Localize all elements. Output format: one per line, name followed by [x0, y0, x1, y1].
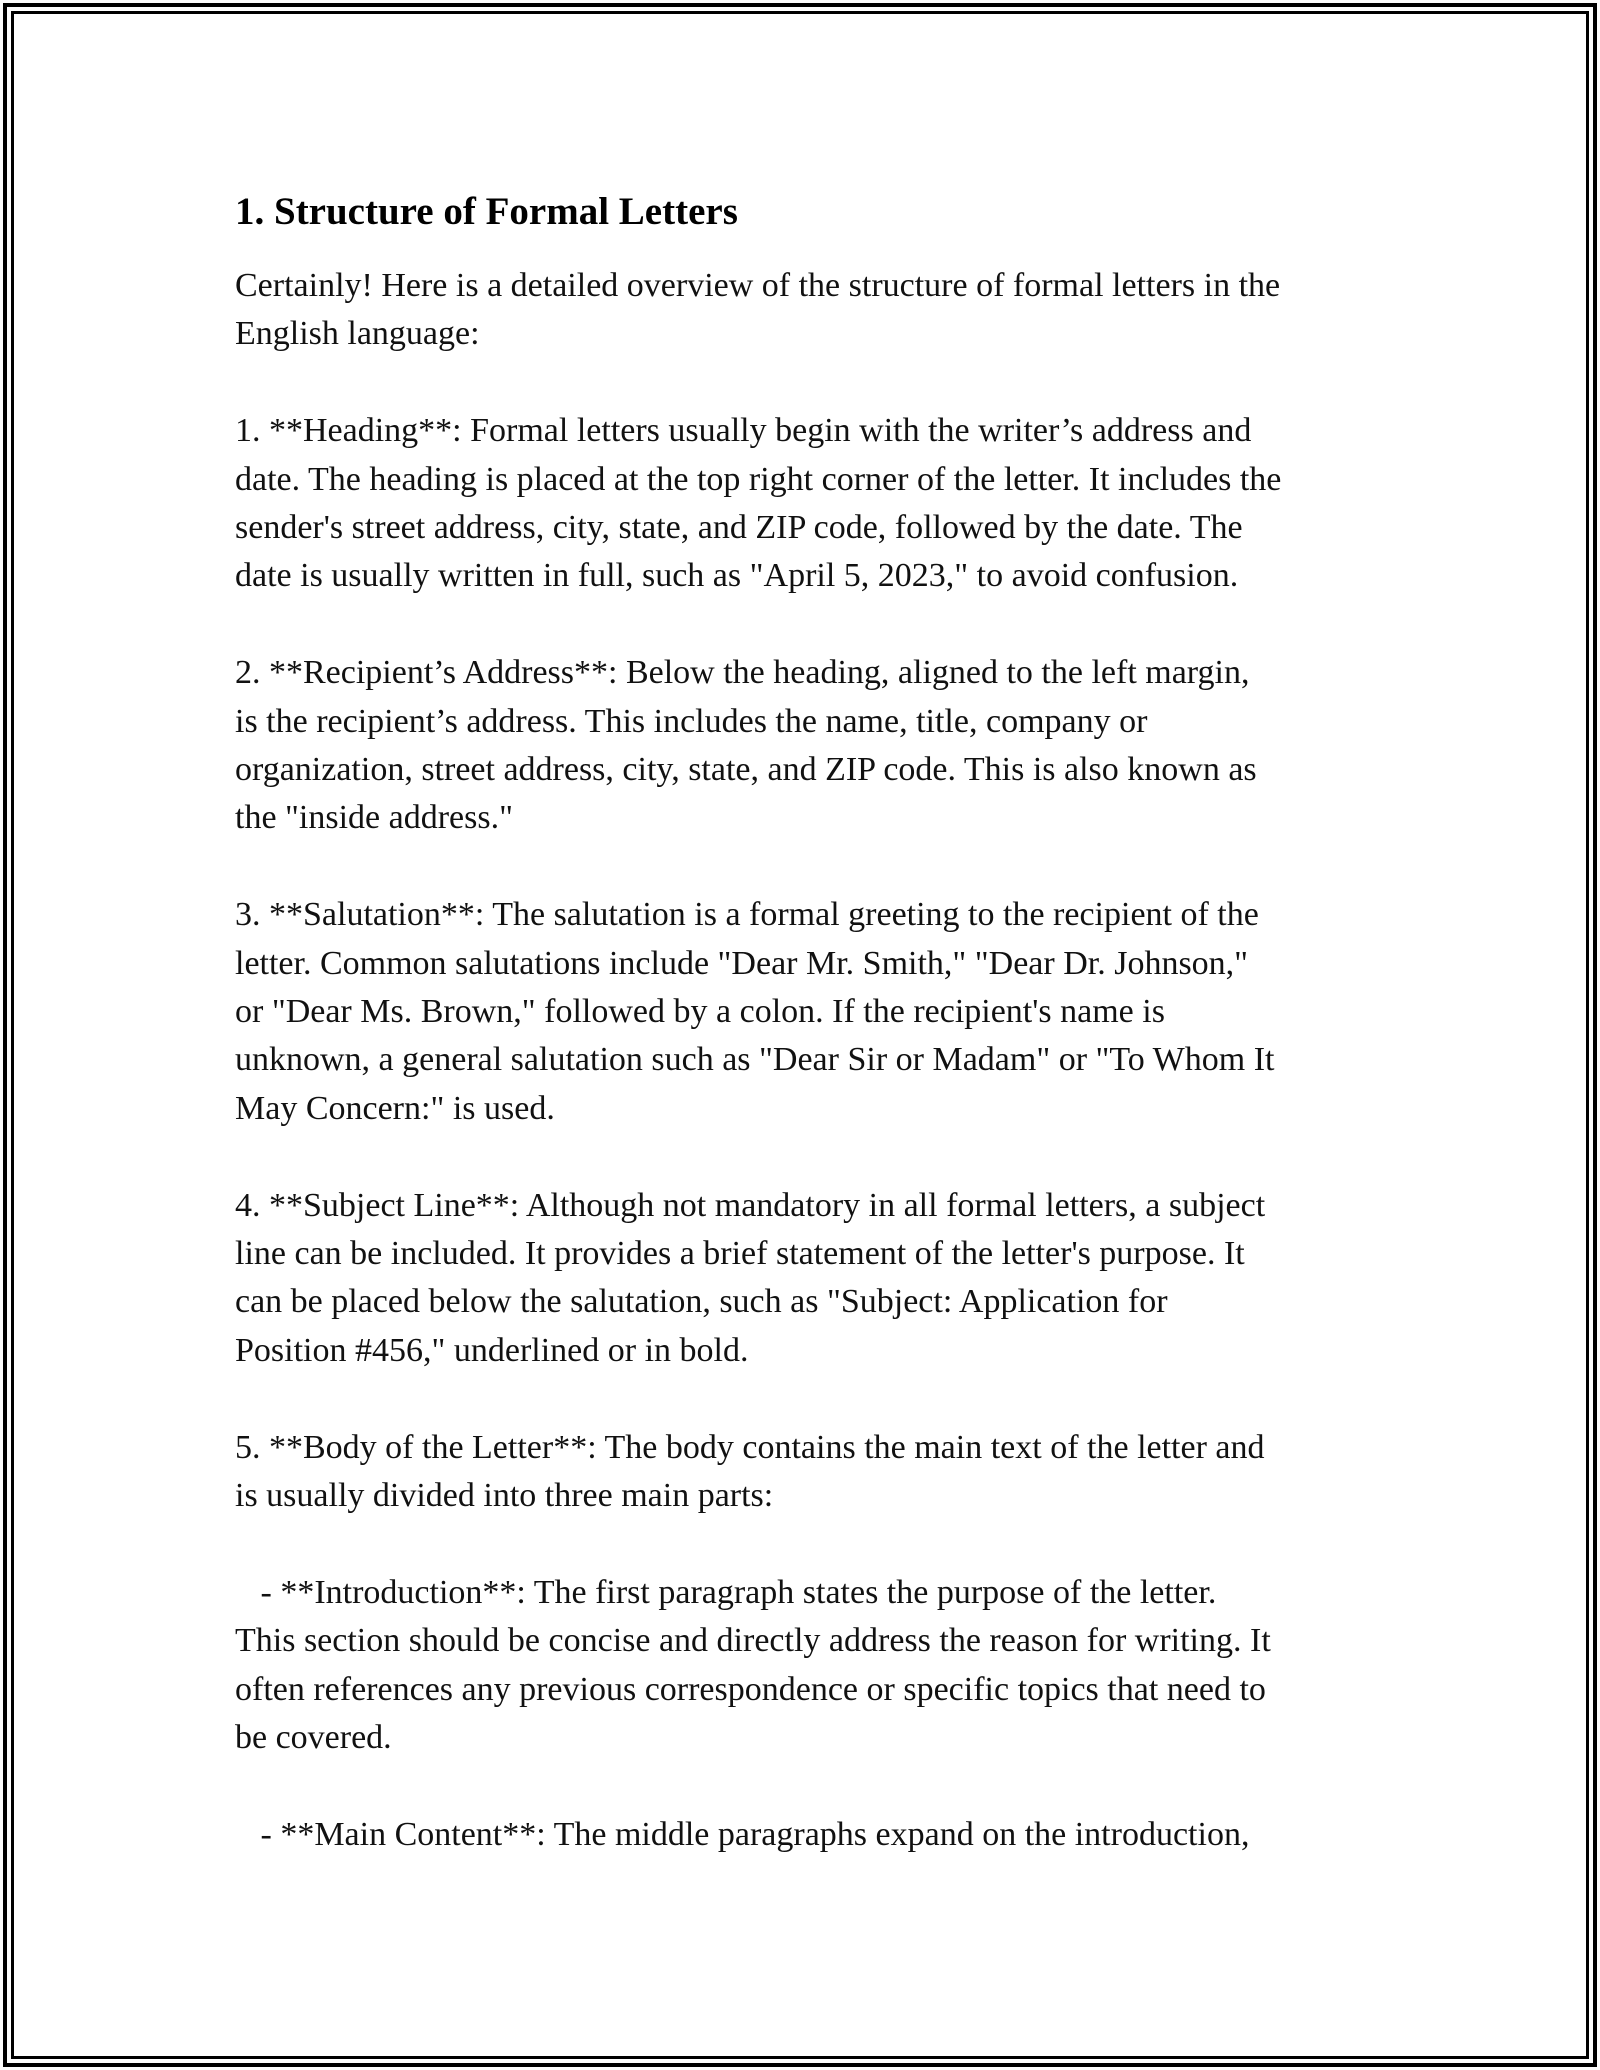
section-title: 1. Structure of Formal Letters [235, 190, 738, 233]
document-body [235, 188, 1375, 1859]
intro-paragraph: Certainly! Here is a detailed overview of the structure of formal letters in the English language: [235, 267, 1281, 353]
paragraph-heading: 1. **Heading**: Formal letters usually begin with the writer’s address and date. The heading is placed at the top right corner of the letter. It includes the sender's street address, city, state, and ZIP code, followed by the date. The date is usually written in full, such as "April 5, 2023," to avoid confusion. [235, 412, 1282, 595]
paragraph-introduction: - **Introduction**: The first paragraph states the purpose of the letter. This section should be concise and directly address the reason for writing. It often references any previous correspondence or specific topics that need to be covered. [235, 1573, 1271, 1757]
paragraph-subject-line: 4. **Subject Line**: Although not mandatory in all formal letters, a subject line can be included. It provides a brief statement of the letter's purpose. It can be placed below the salutation, such as "Subject: Application for Position #456," underlined or in bold. [235, 1186, 1266, 1369]
paragraph-body-of-letter: 5. **Body of the Letter**: The body contains the main text of the letter and is usually divided into three main parts: [235, 1428, 1265, 1515]
paragraph-salutation: 3. **Salutation**: The salutation is a formal greeting to the recipient of the letter. Common salutations include "Dear Mr. Smith," "Dear Dr. Johnson," or "Dear Ms. Brown," followed by a colon. If the recipient's name is unknown, a general salutation such as "Dear Sir or Madam" or "To Whom It May Concern:" is used. [235, 896, 1275, 1127]
paragraph-recipient-address: 2. **Recipient’s Address**: Below the heading, aligned to the left margin, is the recipient’s address. This includes the name, title, company or organization, street address, city, state, and ZIP code. This is also known as the "inside address." [235, 654, 1257, 837]
paragraph-main-content: - **Main Content**: The middle paragraphs expand on the introduction, [235, 1815, 1250, 1853]
